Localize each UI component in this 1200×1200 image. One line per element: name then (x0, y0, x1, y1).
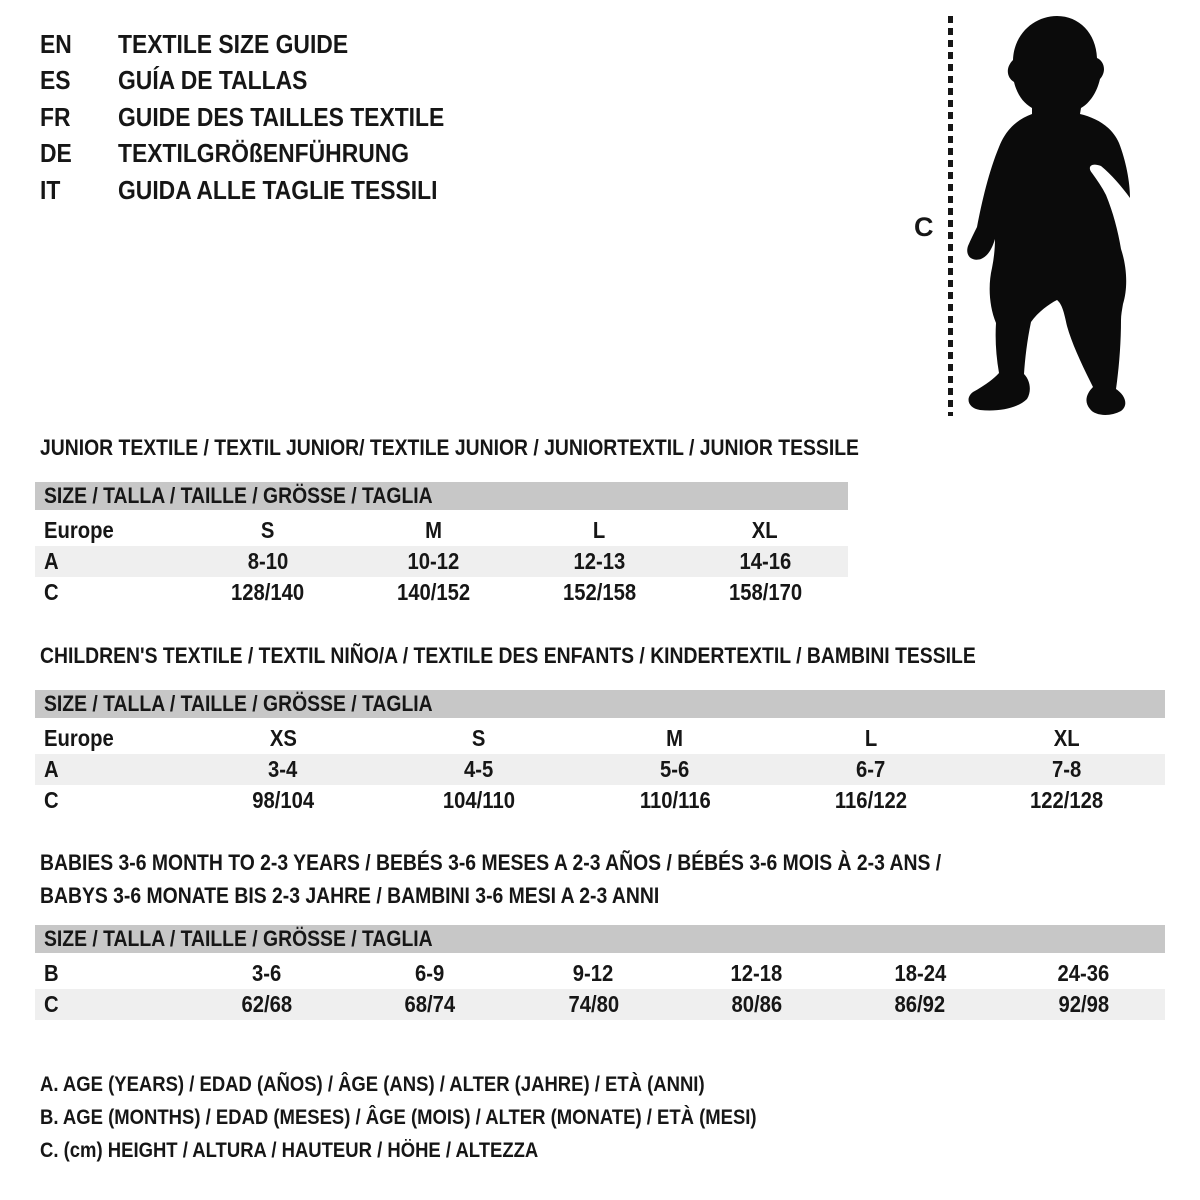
age-cell: 6-9 (415, 960, 445, 986)
childrens-textile-section (35, 645, 1165, 816)
language-row-en (40, 26, 489, 63)
row-label: Europe (44, 725, 114, 751)
toddler-silhouette-icon (963, 12, 1133, 417)
size-cell: XL (752, 517, 779, 543)
children-row-europe (35, 723, 1165, 754)
size-cell: S (261, 517, 275, 543)
language-title-block (40, 26, 489, 209)
language-code-es: ES (40, 65, 71, 96)
language-code-it: IT (40, 174, 61, 205)
row-label: B (44, 960, 59, 986)
babies-textile-section (35, 846, 1165, 1020)
size-header-label: SIZE / TALLA / TAILLE / GRÖSSE / TAGLIA (44, 483, 433, 508)
language-title-en: TEXTILE SIZE GUIDE (118, 28, 349, 59)
height-measure-label: C (914, 212, 934, 242)
age-cell: 9-12 (573, 960, 614, 986)
legend-age-years: A. AGE (YEARS) / EDAD (AÑOS) / ÂGE (ANS) / ALTER (JAHRE) / ETÀ (ANNI) (40, 1072, 705, 1096)
junior-row-age-years (35, 546, 848, 577)
height-cell: 116/122 (834, 787, 908, 813)
babies-section-title (35, 846, 1165, 912)
language-title-it: GUIDA ALLE TAGLIE TESSILI (118, 174, 438, 205)
language-title-de: TEXTILGRÖßENFÜHRUNG (118, 138, 410, 169)
height-cell: 128/140 (231, 579, 305, 605)
age-cell: 7-8 (1052, 756, 1082, 782)
height-cell: 158/170 (728, 579, 802, 605)
junior-row-europe (35, 515, 848, 546)
age-cell: 12-18 (730, 960, 783, 986)
size-cell: M (666, 725, 684, 751)
size-cell: XS (269, 725, 297, 751)
age-cell: 3-6 (252, 960, 282, 986)
row-label: A (44, 756, 59, 782)
size-cell: S (472, 725, 486, 751)
legend-age-months: B. AGE (MONTHS) / EDAD (MESES) / ÂGE (MOIS) / ALTER (MONATE) / ETÀ (MESI) (40, 1105, 757, 1129)
babies-title-line1: BABIES 3-6 MONTH TO 2-3 YEARS / BEBÉS 3-6 MESES A 2-3 AÑOS / BÉBÉS 3-6 MOIS À 2-3 ANS / (40, 850, 942, 875)
height-cell: 140/152 (397, 579, 471, 605)
height-cell: 74/80 (567, 991, 619, 1017)
junior-textile-section (35, 435, 859, 608)
language-title-fr: GUIDE DES TAILLES TEXTILE (118, 101, 445, 132)
language-code-fr: FR (40, 101, 71, 132)
height-cell: 104/110 (442, 787, 516, 813)
height-cell: 152/158 (562, 579, 636, 605)
row-label: C (44, 579, 59, 605)
height-cell: 68/74 (404, 991, 456, 1017)
row-label: C (44, 787, 59, 813)
babies-row-age-months (35, 958, 1165, 989)
babies-size-header-bar (35, 925, 1165, 953)
babies-title-line2: BABYS 3-6 MONATE BIS 2-3 JAHRE / BAMBINI 3-6 MESI A 2-3 ANNI (40, 883, 660, 908)
size-header-label: SIZE / TALLA / TAILLE / GRÖSSE / TAGLIA (44, 691, 433, 716)
size-cell: XL (1054, 725, 1080, 751)
row-label: Europe (44, 517, 114, 543)
height-cell: 86/92 (894, 991, 946, 1017)
age-cell: 12-13 (573, 548, 626, 574)
age-cell: 5-6 (660, 756, 690, 782)
height-cell: 62/68 (241, 991, 292, 1017)
row-label: C (44, 991, 59, 1017)
language-code-en: EN (40, 28, 72, 59)
height-cell: 80/86 (731, 991, 782, 1017)
junior-row-height-cm (35, 577, 848, 608)
height-cell: 98/104 (252, 787, 314, 813)
children-row-height-cm (35, 785, 1165, 816)
size-cell: L (593, 517, 606, 543)
size-cell: M (425, 517, 443, 543)
age-cell: 6-7 (856, 756, 886, 782)
height-cell: 110/116 (639, 787, 711, 813)
row-label: A (44, 548, 59, 574)
age-cell: 24-36 (1057, 960, 1110, 986)
language-row-de (40, 136, 489, 173)
age-cell: 3-4 (268, 756, 298, 782)
legend-height-cm: C. (cm) HEIGHT / ALTURA / HAUTEUR / HÖHE / ALTEZZA (40, 1138, 539, 1162)
age-cell: 18-24 (894, 960, 946, 986)
childrens-section-title: CHILDREN'S TEXTILE / TEXTIL NIÑO/A / TEXTILE DES ENFANTS / KINDERTEXTIL / BAMBINI TESSILE (40, 643, 976, 668)
children-row-age-years (35, 754, 1165, 785)
height-measure-line (948, 16, 953, 416)
legend-block (35, 1068, 854, 1167)
language-row-es (40, 63, 489, 100)
height-cell: 92/98 (1057, 991, 1109, 1017)
size-cell: L (864, 725, 878, 751)
language-row-it (40, 172, 489, 209)
babies-row-height-cm (35, 989, 1165, 1020)
size-header-label: SIZE / TALLA / TAILLE / GRÖSSE / TAGLIA (44, 926, 433, 951)
childrens-size-header-bar (35, 690, 1165, 718)
junior-size-header-bar (35, 482, 848, 510)
age-cell: 14-16 (739, 548, 792, 574)
language-title-es: GUÍA DE TALLAS (118, 65, 308, 96)
language-code-de: DE (40, 138, 72, 169)
language-row-fr (40, 99, 489, 136)
age-cell: 4-5 (464, 756, 494, 782)
height-cell: 122/128 (1030, 787, 1104, 813)
age-cell: 8-10 (247, 548, 289, 574)
age-cell: 10-12 (407, 548, 460, 574)
junior-section-title: JUNIOR TEXTILE / TEXTIL JUNIOR/ TEXTILE JUNIOR / JUNIORTEXTIL / JUNIOR TESSILE (40, 435, 859, 460)
